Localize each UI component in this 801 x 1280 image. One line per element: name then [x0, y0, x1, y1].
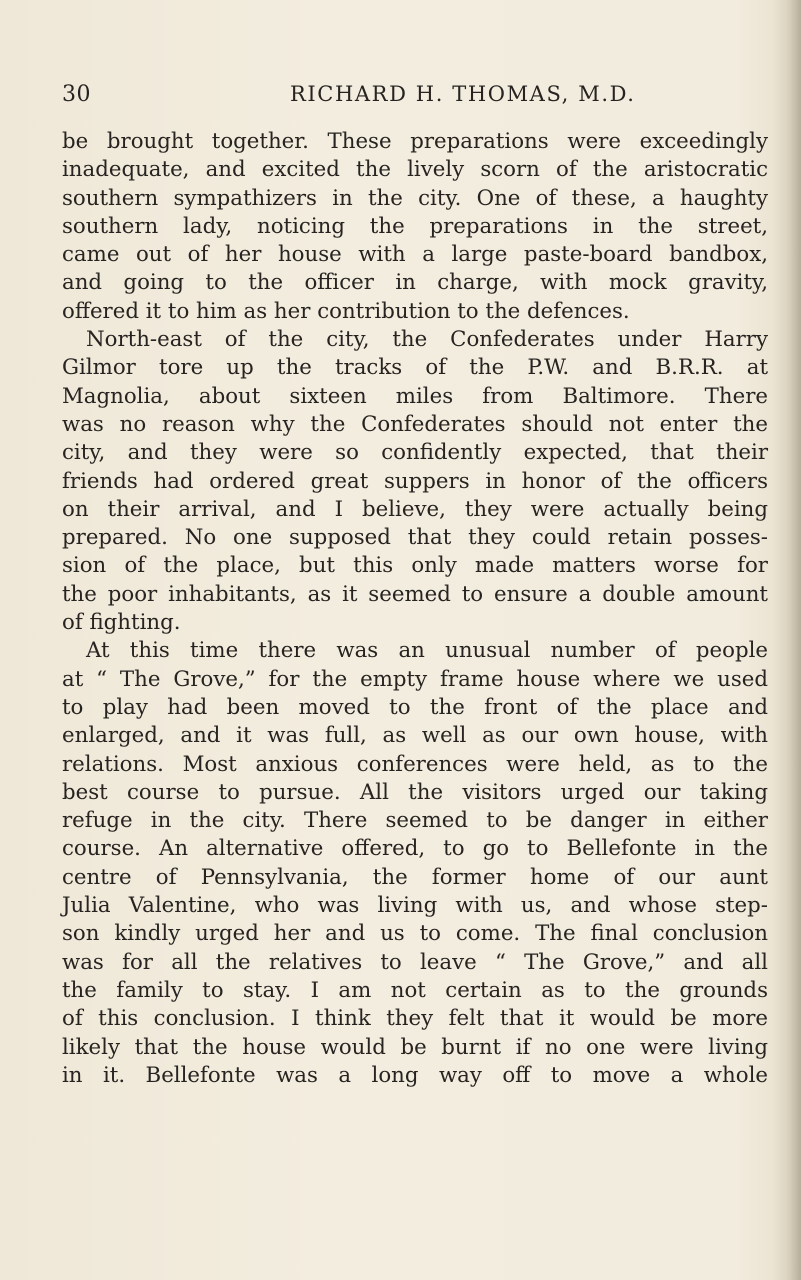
text-line: and going to the officer in charge, with mock gravity, — [62, 270, 768, 296]
text-line: refuge in the city. There seemed to be danger in either — [62, 808, 768, 834]
text-line: offered it to him as her contribution to the defences. — [62, 298, 630, 324]
text-line: at “ The Grove,” for the empty frame house where we used — [62, 666, 768, 692]
text-line: southern lady, noticing the preparations in the street, — [62, 213, 768, 239]
text-line: Gilmor tore up the tracks of the P.W. and B.R.R. at — [62, 355, 768, 381]
text-line: sion of the place, but this only made matters worse for — [62, 553, 768, 579]
body-text — [62, 128, 768, 1090]
text-line: inadequate, and excited the lively scorn of the aristocratic — [62, 157, 768, 183]
text-line: centre of Pennsylvania, the former home of our aunt — [62, 864, 768, 890]
text-line: was for all the relatives to leave “ The Grove,” and all — [62, 949, 768, 975]
text-line: the family to stay. I am not certain as to the grounds — [62, 977, 768, 1003]
text-line: in it. Bellefonte was a long way off to move a whole — [62, 1062, 768, 1088]
text-line: on their arrival, and I believe, they were actually being — [62, 496, 768, 522]
text-line: of this conclusion. I think they felt that it would be more — [62, 1006, 768, 1032]
text-line: came out of her house with a large paste-board bandbox, — [62, 242, 768, 268]
text-line: course. An alternative offered, to go to Bellefonte in the — [62, 836, 768, 862]
text-line: be brought together. These preparations were exceedingly — [62, 129, 768, 154]
text-line: best course to pursue. All the visitors urged our taking — [62, 779, 768, 805]
text-line: the poor inhabitants, as it seemed to ensure a double amount — [62, 581, 768, 607]
text-line: friends had ordered great suppers in honor of the officers — [62, 468, 768, 494]
running-head-title: RICHARD H. THOMAS, M.D. — [290, 82, 636, 106]
text-line: Julia Valentine, who was living with us, and whose step- — [62, 893, 768, 919]
text-line: city, and they were so confidently expected, that their — [62, 440, 768, 466]
text-line: of fighting. — [62, 610, 181, 636]
text-line: relations. Most anxious conferences were held, as to the — [62, 751, 768, 777]
text-line: likely that the house would be burnt if no one were living — [62, 1034, 768, 1060]
text-line: son kindly urged her and us to come. The final conclusion — [62, 921, 768, 947]
page-number: 30 — [62, 82, 91, 107]
paragraph-start-line: At this time there was an unusual number of people — [86, 638, 768, 664]
text-line: to play had been moved to the front of the place and — [62, 694, 768, 720]
text-line: southern sympathizers in the city. One of these, a haughty — [62, 185, 768, 211]
paragraph-start-line: North-east of the city, the Confederates under Harry — [86, 327, 768, 353]
text-line: was no reason why the Confederates should not enter the — [62, 411, 768, 437]
page-edge-shadow — [773, 0, 801, 1280]
text-line: Magnolia, about sixteen miles from Baltimore. There — [62, 383, 768, 409]
text-line: enlarged, and it was full, as well as our own house, with — [62, 723, 768, 749]
text-line: prepared. No one supposed that they could retain posses- — [62, 525, 768, 551]
running-head — [62, 82, 762, 116]
